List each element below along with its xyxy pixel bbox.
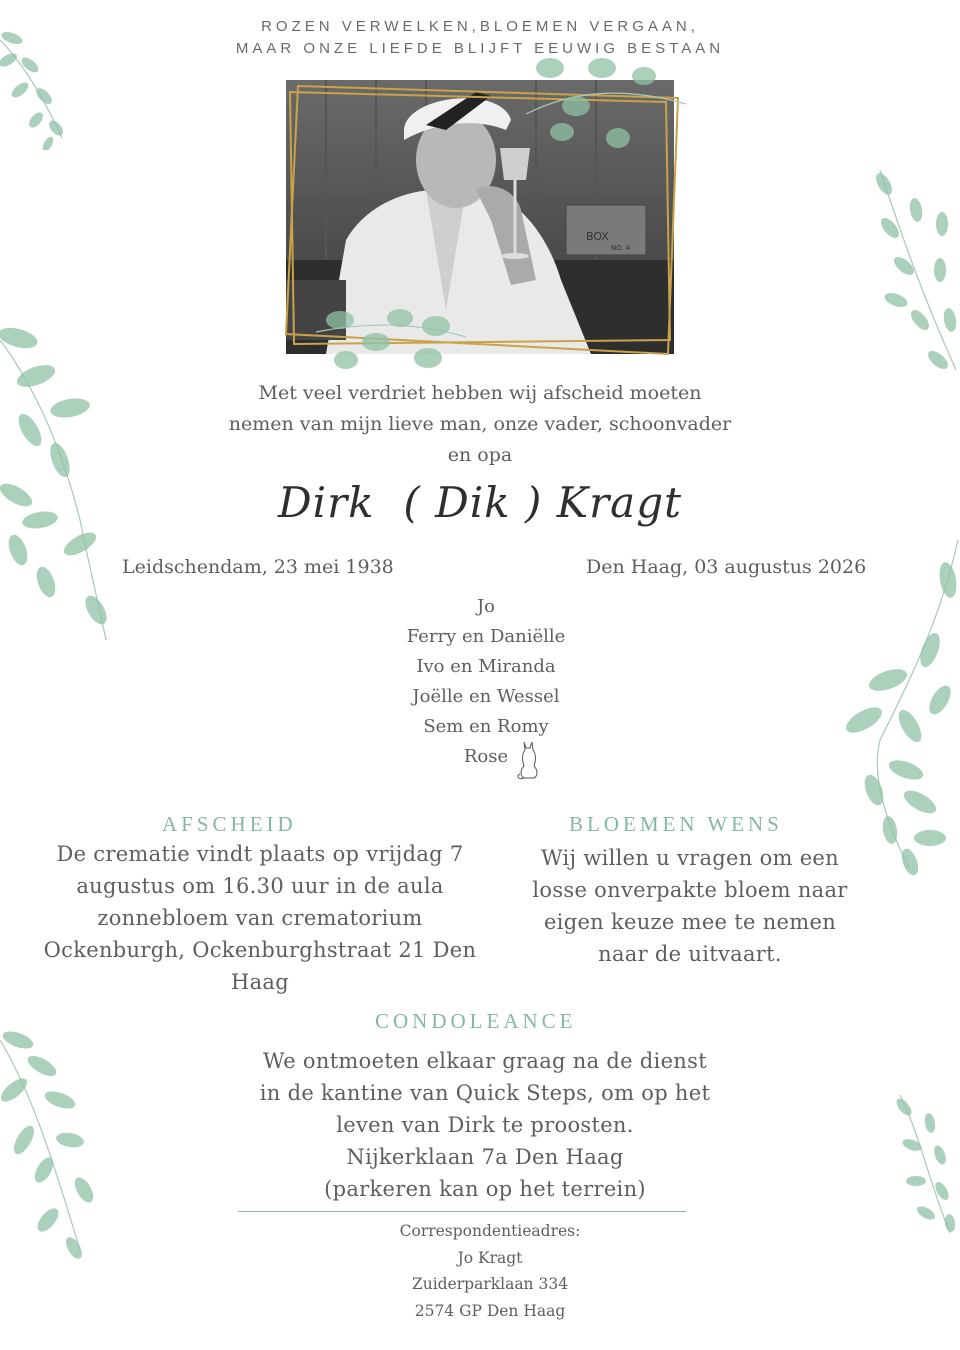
correspondence-city: 2574 GP Den Haag xyxy=(414,1301,566,1320)
motto-line-2: MAAR ONZE LIEFDE BLIJFT EEUWIG BESTAAN xyxy=(235,40,725,57)
intro-line-3: en opa xyxy=(447,444,513,466)
condoleance-heading: CONDOLEANCE xyxy=(375,1009,577,1033)
leaf-branch-icon xyxy=(860,170,960,380)
bloemen-line: eigen keuze mee te nemen xyxy=(543,910,837,934)
bloemen-line: naar de uitvaart. xyxy=(598,942,782,966)
afscheid-line: zonnebloem van crematorium xyxy=(97,906,423,930)
condoleance-line: in de kantine van Quick Steps, om op het xyxy=(259,1081,711,1105)
birth-place-date: Leidschendam, 23 mei 1938 xyxy=(122,556,394,578)
afscheid-line: De crematie vindt plaats op vrijdag 7 xyxy=(56,842,464,866)
family-member: Ivo en Miranda xyxy=(416,656,556,677)
correspondence-label: Correspondentieadres: xyxy=(399,1222,581,1240)
crate-text: BOX xyxy=(586,230,609,243)
leaf-branch-icon xyxy=(0,1030,100,1260)
bloemen-wens-heading: BLOEMEN WENS xyxy=(569,812,783,836)
crate-number: NO. 4 xyxy=(611,244,631,252)
death-place-date: Den Haag, 03 augustus 2026 xyxy=(586,556,867,578)
afscheid-line: Haag xyxy=(231,970,289,994)
motto xyxy=(0,16,960,60)
family-member: Joëlle en Wessel xyxy=(412,686,560,707)
leaf-branch-icon xyxy=(840,540,960,880)
bloemen-line: losse onverpakte bloem naar xyxy=(532,878,848,902)
condoleance-text xyxy=(200,1045,770,1205)
correspondence-address xyxy=(300,1218,680,1324)
announcement-intro xyxy=(200,378,760,471)
afscheid-heading: AFSCHEID xyxy=(162,812,297,836)
portrait-photo xyxy=(286,80,674,354)
divider xyxy=(238,1211,686,1212)
motto-line-1: ROZEN VERWELKEN,BLOEMEN VERGAAN, xyxy=(261,18,699,35)
leaf-branch-icon xyxy=(890,1095,960,1235)
leaf-branch-icon xyxy=(316,302,466,382)
afscheid-line: Ockenburgh, Ockenburghstraat 21 Den xyxy=(43,938,477,962)
bloemen-wens-text xyxy=(500,842,880,970)
condoleance-line: Nijkerklaan 7a Den Haag xyxy=(346,1145,624,1169)
deceased-name: Dirk ( Dik ) Kragt xyxy=(278,478,682,527)
intro-line-2: nemen van mijn lieve man, onze vader, schoonvader xyxy=(228,413,732,435)
condoleance-line: (parkeren kan op het terrein) xyxy=(324,1177,646,1201)
intro-line-1: Met veel verdriet hebben wij afscheid moeten xyxy=(258,382,702,404)
cat-silhouette-icon xyxy=(514,738,542,782)
afscheid-text xyxy=(20,838,500,998)
bloemen-line: Wij willen u vragen om een xyxy=(541,846,839,870)
correspondence-name: Jo Kragt xyxy=(457,1248,523,1267)
family-member: Rose xyxy=(463,746,509,767)
condoleance-line: leven van Dirk te proosten. xyxy=(336,1113,634,1137)
family-member: Sem en Romy xyxy=(423,716,549,737)
family-list xyxy=(336,592,636,772)
correspondence-street: Zuiderparklaan 334 xyxy=(411,1275,569,1293)
family-member-with-pet xyxy=(336,742,636,772)
condoleance-line: We ontmoeten elkaar graag na de dienst xyxy=(263,1049,707,1073)
afscheid-line: augustus om 16.30 uur in de aula xyxy=(76,874,444,898)
family-member: Ferry en Daniëlle xyxy=(406,626,566,647)
family-member: Jo xyxy=(476,596,496,617)
leaf-branch-icon xyxy=(526,54,696,154)
